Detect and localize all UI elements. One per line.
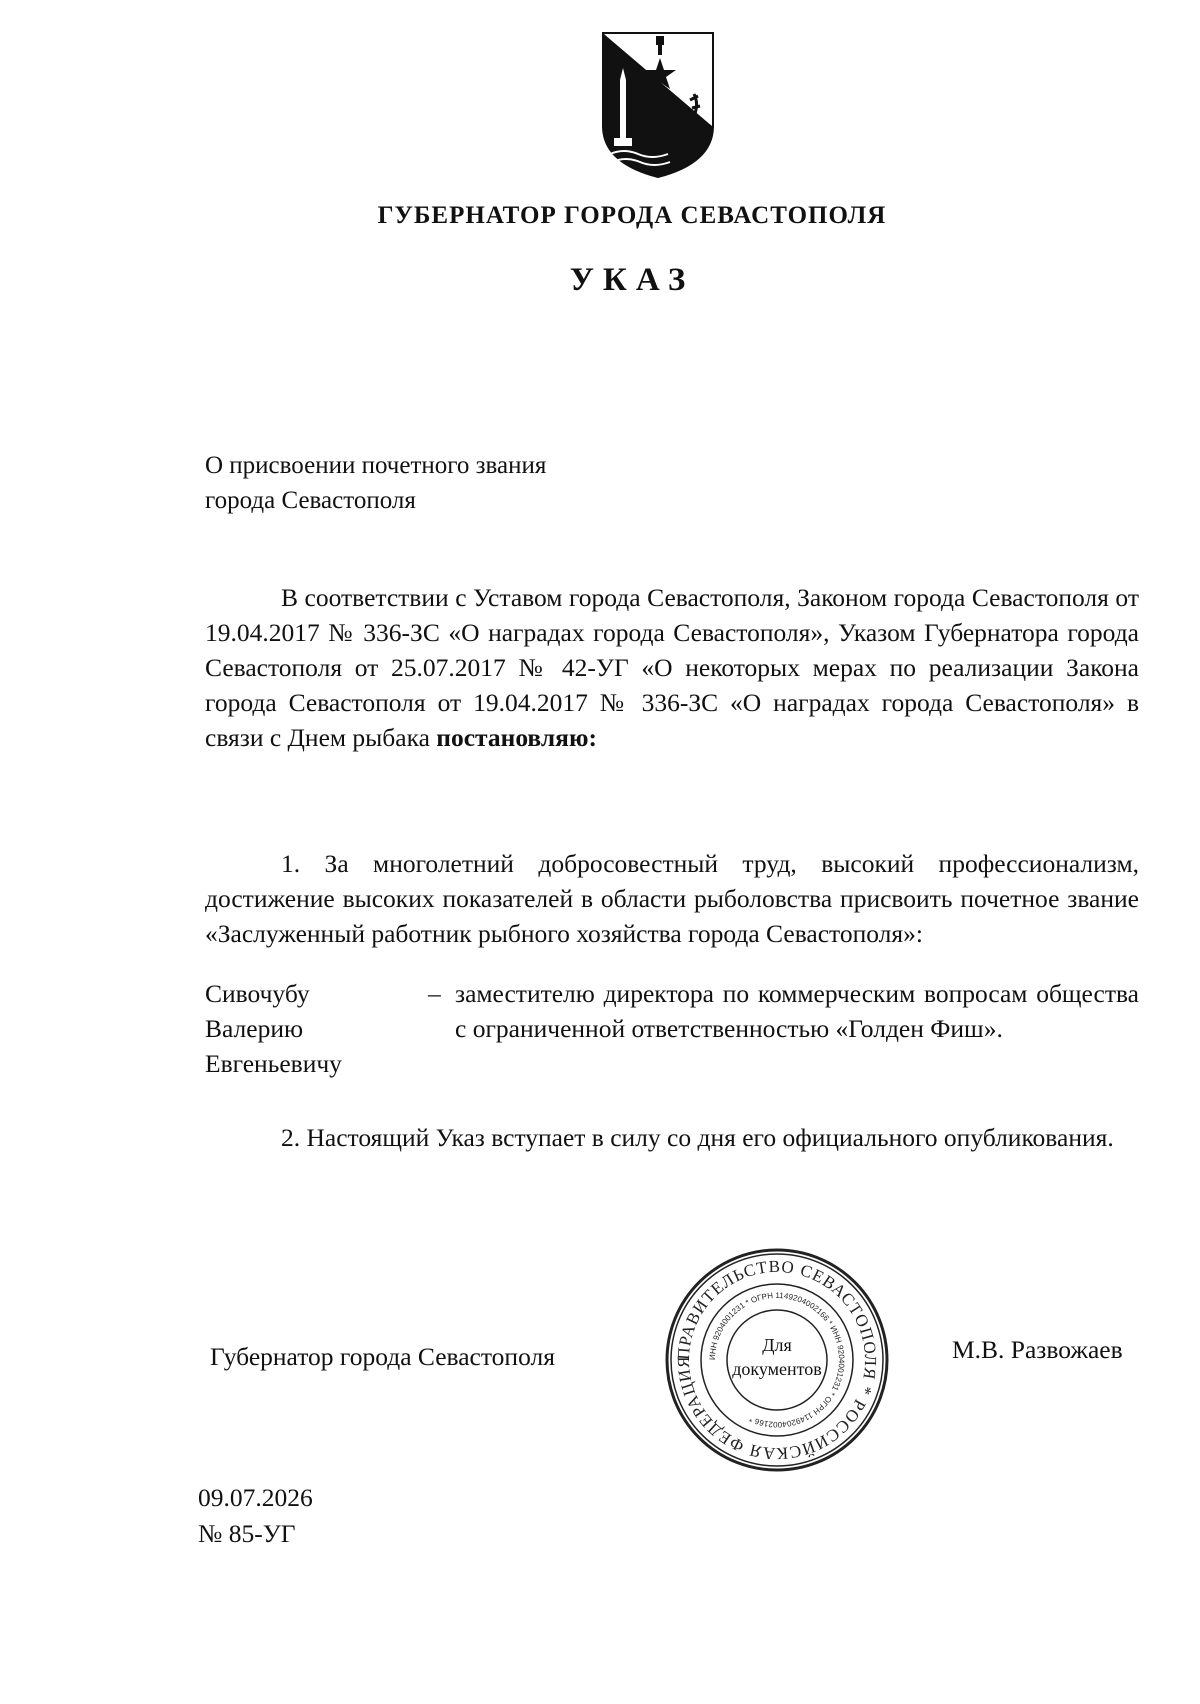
subject-line-1: О присвоении почетного звания xyxy=(205,452,547,479)
preamble-paragraph xyxy=(205,580,1139,755)
seal-label xyxy=(662,1333,892,1381)
decree-item-1 xyxy=(205,846,1139,951)
awardee-surname: Сивочубу xyxy=(205,979,310,1008)
item-number: 2. xyxy=(281,1123,301,1152)
awardee-dash: – xyxy=(428,979,441,1008)
issuer-heading: ГУБЕРНАТОР ГОРОДА СЕВАСТОПОЛЯ xyxy=(377,202,887,229)
seal-label-line-1: Для xyxy=(762,1335,792,1355)
seal-inner-text: ИНН 9204001231 * ОГРН 1149204002166 * ИНН 9204001231 * ОГРН 1149204002166 * xyxy=(707,1290,847,1430)
awardee-name xyxy=(205,976,425,1081)
signatory-role: Губернатор города Севастополя xyxy=(210,1342,555,1371)
official-seal xyxy=(662,1245,892,1475)
preamble-text: В соответствии с Уставом города Севастополя, Законом города Севастополя от 19.04.2017 № 336-ЗС «О наградах города Севастополя», Указом Губернатора города Севастополя от 25.07.2017 № 42-УГ «О некоторых мерах по реализации Закона города Севастополя от 19.04.2017 № 336-ЗС «О наградах города Севастополя» в связи с Днем рыбака xyxy=(205,583,1139,752)
decree-subject xyxy=(205,448,546,518)
seal-outer-text: ПРАВИТЕЛЬСТВО СЕВАСТОПОЛЯ * РОССИЙСКАЯ ФЕДЕРАЦИЯ xyxy=(673,1256,881,1464)
awardee-patronymic: Евгеньевичу xyxy=(205,1049,342,1078)
item-number: 1. xyxy=(281,849,301,878)
item-text: Настоящий Указ вступает в силу со дня его официального опубликования. xyxy=(306,1123,1114,1152)
decree-footer xyxy=(198,1480,313,1552)
decree-number: № 85-УГ xyxy=(198,1519,296,1548)
item-text: За многолетний добросовестный труд, высокий профессионализм, достижение высоких показателей в области рыболовства присвоить почетное звание «Заслуженный работник рыбного хозяйства города Севастополя»: xyxy=(205,849,1139,948)
awardee-position: заместителю директора по коммерческим вопросам общества с ограниченной ответственностью «Голден Фиш». xyxy=(455,979,1139,1043)
decree-word: постановляю: xyxy=(436,723,597,752)
subject-line-2: города Севастополя xyxy=(205,487,416,514)
decree-date: 09.07.2026 xyxy=(198,1483,313,1512)
coat-of-arms-icon xyxy=(598,30,718,180)
awardee-given-name: Валерию xyxy=(205,1014,304,1043)
decree-item-2 xyxy=(205,1120,1139,1155)
seal-label-line-2: документов xyxy=(732,1359,822,1379)
signatory-name: М.В. Развожаев xyxy=(952,1335,1123,1364)
document-type-heading: УКАЗ xyxy=(569,262,695,298)
